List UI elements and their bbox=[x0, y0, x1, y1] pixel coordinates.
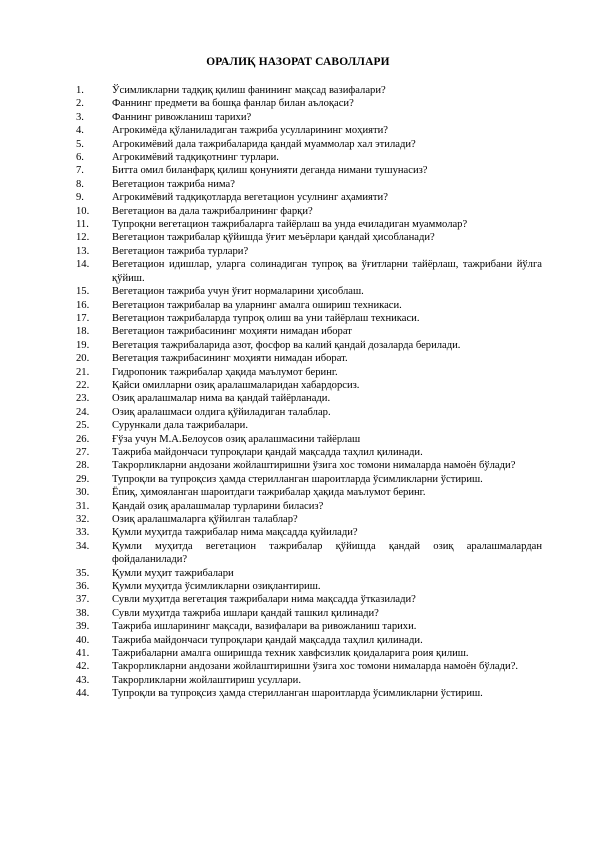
list-item bbox=[76, 312, 542, 325]
question-text: Тажриба ишларининг мақсади, вазифалари ва ривожланиш тарихи. bbox=[112, 621, 417, 633]
question-text: Қумли муҳит тажрибалари bbox=[112, 567, 234, 579]
question-text: Тажриба майдончаси тупроқлари қандай мақсадда таҳлил қилинади. bbox=[112, 634, 423, 646]
list-item bbox=[76, 593, 542, 606]
question-text: Вегетацион тажриба турлари? bbox=[112, 245, 249, 257]
question-number: 31. bbox=[76, 500, 90, 512]
list-item bbox=[76, 446, 542, 459]
question-number: 27. bbox=[76, 446, 90, 458]
question-number: 33. bbox=[76, 527, 90, 539]
list-item bbox=[76, 540, 542, 567]
list-item bbox=[76, 245, 542, 258]
question-text: Фаннинг предмети ва бошқа фанлар билан аълоқаси? bbox=[112, 98, 354, 110]
question-text: Вегетация тажрибаларида азот, фосфор ва калий қандай дозаларда берилади. bbox=[112, 339, 461, 351]
question-number: 11. bbox=[76, 219, 89, 231]
question-number: 32. bbox=[76, 514, 90, 525]
question-text: Вегетация тажрибасининг моҳияти нимадан иборат. bbox=[112, 353, 348, 365]
question-text: Агрокимёвий дала тажрибаларида қандай муаммолар хал этилади? bbox=[112, 138, 416, 150]
list-item bbox=[76, 164, 542, 177]
list-item bbox=[76, 580, 542, 593]
question-text: Тупроқли ва тупроқсиз ҳамда стерилланган шароитларда ўсимликларни ўстириш. bbox=[112, 688, 483, 700]
list-item bbox=[76, 660, 542, 673]
list-item bbox=[76, 285, 542, 298]
question-number: 37. bbox=[76, 594, 90, 606]
list-item bbox=[76, 620, 542, 633]
question-number: 3. bbox=[76, 111, 84, 123]
question-number: 13. bbox=[76, 245, 90, 257]
list-item bbox=[76, 124, 542, 137]
list-item bbox=[76, 151, 542, 164]
page-title: ОРАЛИҚ НАЗОРАТ САВОЛЛАРИ bbox=[206, 56, 390, 68]
question-text: Фаннинг ривожланиш тарихи? bbox=[112, 111, 252, 123]
question-text: Қумли муҳитда вегетацион тажрибалар қўйишда қандай озиқ аралашмалардан фойдаланилади? bbox=[112, 540, 542, 566]
question-number: 5. bbox=[76, 138, 84, 150]
question-number: 10. bbox=[76, 205, 90, 217]
question-number: 4. bbox=[76, 125, 84, 137]
question-number: 16. bbox=[76, 299, 90, 311]
question-text: Такрорликларни андозани жойлаштиришни ўзига хос томони нималарда намоён бўлади?. bbox=[112, 661, 519, 673]
list-item bbox=[76, 674, 542, 687]
question-text: Вегетацион тажрибаларда тупроқ олиш ва уни тайёрлаш техникаси. bbox=[112, 312, 420, 324]
question-text: Тажрибаларни амалга оширишда техник хавфсизлик қоидаларига роия қилиш. bbox=[112, 648, 469, 660]
list-item bbox=[76, 218, 542, 231]
question-number: 18. bbox=[76, 326, 90, 338]
question-text: Агрокимёвий тадқиқотларда вегетацион усулнинг аҳамияти? bbox=[112, 192, 388, 204]
question-text: Вегетацион тажриба нима? bbox=[112, 178, 235, 190]
question-text: Ўсимликларни тадқиқ қилиш фанининг мақсад вазифалари? bbox=[112, 85, 386, 96]
list-item bbox=[76, 205, 542, 218]
question-number: 19. bbox=[76, 339, 90, 351]
question-text: Тажриба майдончаси тупроқлари қандай мақсадда таҳлил қилинади. bbox=[112, 446, 423, 458]
list-item bbox=[76, 84, 542, 97]
list-item bbox=[76, 567, 542, 580]
list-item bbox=[76, 325, 542, 338]
question-text: Қумли муҳитда тажрибалар нима мақсадда қуйилади? bbox=[112, 527, 358, 539]
question-text: Агрокимёвий тадқиқотнинг турлари. bbox=[112, 152, 279, 164]
list-item bbox=[76, 526, 542, 539]
question-text: Битта омил биланфарқ қилиш қонунияти деганда нимани тушунасиз? bbox=[112, 165, 428, 177]
list-item bbox=[76, 500, 542, 513]
list-item bbox=[76, 339, 542, 352]
question-text: Вегетацион тажрибасининг моҳияти нимадан иборат bbox=[112, 326, 352, 338]
question-text: Сувли муҳитда тажриба ишлари қандай ташкил қилинади? bbox=[112, 607, 379, 619]
question-number: 17. bbox=[76, 312, 90, 324]
question-number: 8. bbox=[76, 178, 84, 190]
list-item bbox=[76, 419, 542, 432]
question-text: Вегетацион тажриба учун ўғит нормаларини ҳисоблаш. bbox=[112, 286, 364, 298]
list-item bbox=[76, 459, 542, 472]
question-number: 6. bbox=[76, 152, 84, 164]
question-text: Озиқ аралашмаларга қўйилган талаблар? bbox=[112, 514, 298, 525]
question-number: 34. bbox=[76, 540, 90, 552]
question-number: 14. bbox=[76, 259, 90, 271]
list-item bbox=[76, 111, 542, 124]
question-number: 44. bbox=[76, 688, 90, 700]
list-item bbox=[76, 366, 542, 379]
question-text: Вегетацион тажрибалар қўйишда ўғит меъёрлари қандай ҳисобланади? bbox=[112, 232, 435, 244]
question-text: Ғўза учун М.А.Белоусов озиқ аралашмасини тайёрлаш bbox=[112, 433, 361, 445]
question-number: 43. bbox=[76, 674, 90, 686]
question-number: 28. bbox=[76, 460, 90, 472]
question-text: Агрокимёда қўланиладиган тажриба усулларининг моҳияти? bbox=[112, 125, 388, 137]
list-item bbox=[76, 379, 542, 392]
question-number: 1. bbox=[76, 85, 84, 96]
question-number: 24. bbox=[76, 406, 90, 418]
question-number: 7. bbox=[76, 165, 84, 177]
list-item bbox=[76, 486, 542, 499]
list-item bbox=[76, 352, 542, 365]
question-text: Тупроқни вегетацион тажрибаларга тайёрлаш ва унда ечиладиган муаммолар? bbox=[112, 219, 468, 231]
question-number: 40. bbox=[76, 634, 90, 646]
list-item bbox=[76, 97, 542, 110]
list-item bbox=[76, 473, 542, 486]
question-number: 26. bbox=[76, 433, 90, 445]
list-item bbox=[76, 231, 542, 244]
list-item bbox=[76, 392, 542, 405]
question-number: 21. bbox=[76, 366, 90, 378]
question-text: Вегетацион тажрибалар ва уларнинг амалга ошириш техникаси. bbox=[112, 299, 402, 311]
question-text: Сурункали дала тажрибалари. bbox=[112, 420, 248, 432]
question-number: 15. bbox=[76, 286, 90, 298]
list-item bbox=[76, 607, 542, 620]
question-number: 39. bbox=[76, 621, 90, 633]
list-item bbox=[76, 647, 542, 660]
question-number: 41. bbox=[76, 648, 90, 660]
list-item bbox=[76, 513, 542, 526]
list-item bbox=[76, 687, 542, 700]
question-text: Такрорликларни жойлаштириш усуллари. bbox=[112, 674, 302, 686]
list-item bbox=[76, 138, 542, 151]
question-number: 22. bbox=[76, 379, 90, 391]
question-text: Озиқ аралашмалар нима ва қандай тайёрланади. bbox=[112, 393, 331, 405]
list-item bbox=[76, 406, 542, 419]
question-text: Қандай озиқ аралашмалар турларини биласиз? bbox=[112, 500, 324, 512]
question-text: Қумли муҳитда ўсимликларни озиқлантириш. bbox=[112, 581, 321, 593]
question-number: 35. bbox=[76, 567, 90, 579]
question-text: Такрорликларни андозани жойлаштиришни ўзига хос томони нималарда намоён бўлади? bbox=[112, 460, 516, 472]
list-item bbox=[76, 178, 542, 191]
question-number: 20. bbox=[76, 353, 90, 365]
question-number: 9. bbox=[76, 192, 84, 204]
question-number: 2. bbox=[76, 98, 84, 110]
question-text: Вегетацион идишлар, уларга солинадиган тупроқ ва ўғитларни тайёрлаш, тажрибани йўлга қўйиш. bbox=[112, 259, 542, 284]
question-number: 36. bbox=[76, 581, 90, 593]
question-number: 25. bbox=[76, 420, 90, 432]
question-list bbox=[76, 84, 542, 701]
question-text: Сувли муҳитда вегетация тажрибалари нима мақсадда ўтказилади? bbox=[112, 594, 416, 606]
question-number: 29. bbox=[76, 473, 90, 485]
question-number: 30. bbox=[76, 487, 90, 499]
question-number: 42. bbox=[76, 661, 90, 673]
question-number: 12. bbox=[76, 232, 90, 244]
question-text: Ёпиқ, ҳимояланган шароитдаги тажрибалар ҳақида маълумот беринг. bbox=[112, 487, 426, 499]
question-text: Тупроқли ва тупроқсиз ҳамда стерилланган шароитларда ўсимликларни ўстириш. bbox=[112, 473, 483, 485]
question-text: Вегетацион ва дала тажрибалрининг фарқи? bbox=[112, 205, 313, 217]
list-item bbox=[76, 258, 542, 285]
list-item bbox=[76, 634, 542, 647]
question-number: 23. bbox=[76, 393, 90, 405]
question-number: 38. bbox=[76, 607, 90, 619]
list-item bbox=[76, 191, 542, 204]
list-item bbox=[76, 433, 542, 446]
question-text: Озиқ аралашмаси олдига қўйиладиган талаблар. bbox=[112, 406, 331, 418]
list-item bbox=[76, 299, 542, 312]
question-text: Гидропоник тажрибалар ҳақида маълумот беринг. bbox=[112, 366, 338, 378]
question-text: Қайси омилларни озиқ аралашмаларидан хабардорсиз. bbox=[112, 379, 360, 391]
